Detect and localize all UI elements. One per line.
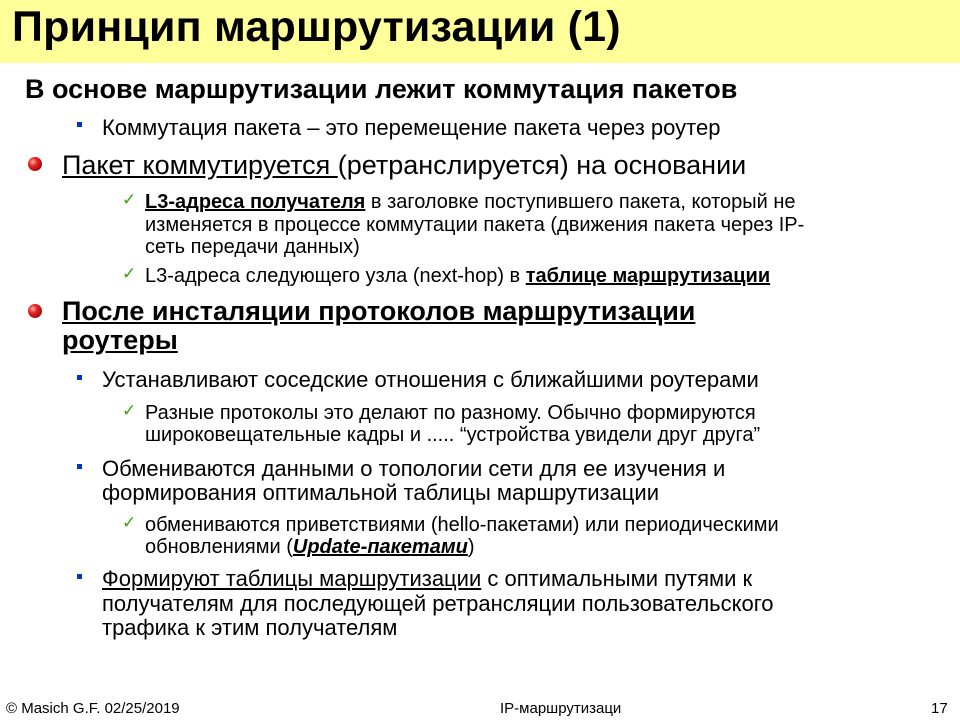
square-bullet-icon [77,574,82,579]
point-after-install-line1: После инсталяции протоколов маршрутизации [62,296,696,326]
check-l3-nexthop [145,265,770,288]
bullet-form-tables-line3: трафика к этим получателям [102,615,398,640]
hello-line2-pre: обновлениями ( [145,536,293,558]
bullet-exchange-line1: Обмениваются данными о топологии сети для ее изучения и [102,456,726,481]
bullet-form-tables-line2: получателям для последующей ретрансляции пользовательского [102,591,774,616]
check-l3-dest-line3: сеть передачи данных) [145,236,360,258]
bullet-form-tables [102,566,752,592]
point-packet-switched [62,150,746,181]
form-tables-rest: с оптимальными путями к [481,566,753,591]
l3-dest-bold: L3-адреса получателя [145,191,366,213]
check-l3-dest-line2: изменяется в процессе коммутации пакета (движения пакета через IP- [145,214,805,236]
check-bullet-icon: ✓ [122,264,137,283]
red-ball-bullet-icon [28,304,42,318]
square-bullet-icon [77,375,82,380]
bullet-exchange-line2: формирования оптимальной таблицы маршрутизации [102,480,659,505]
l3-dest-line1-rest: в заголовке поступившего пакета, который не [365,191,796,213]
check-protocols-line1: Разные протоколы это делают по разному. Обычно формируются [145,402,756,424]
square-bullet-icon [77,464,82,469]
point-packet-switched-rest: (ретранслируется) на основании [337,150,747,180]
bullet-commutation-def: Коммутация пакета – это перемещение пакета через роутер [102,115,721,140]
routing-table-bold: таблице маршрутизации [525,265,771,287]
footer-page-number: 17 [931,700,948,717]
check-hello-line1: обмениваются приветствиями (hello-пакетами) или периодическими [145,514,779,536]
check-hello-line2 [145,536,475,559]
l3-nexthop-text: L3-адреса следующего узла (next-hop) в [145,265,526,287]
check-protocols-line2: широковещательные кадры и ..... “устройства увидели друг друга” [145,424,761,446]
red-ball-bullet-icon [28,157,42,171]
check-bullet-icon: ✓ [122,401,137,420]
hello-line2-post: ) [467,536,475,558]
update-packets-bold: Update-пакетами [292,536,468,558]
footer-copyright: © Masich G.F. 02/25/2019 [6,700,180,717]
slide-heading: В основе маршрутизации лежит коммутация пакетов [25,74,738,104]
point-packet-switched-underlined: Пакет коммутируется [62,150,338,180]
form-tables-underlined: Формируют таблицы маршрутизации [102,566,482,591]
bullet-neighbors: Устанавливают соседские отношения с ближайшими роутерами [102,367,759,392]
point-after-install-line2: роутеры [62,325,178,355]
footer-title: IP-маршрутизаци [500,700,622,717]
check-bullet-icon: ✓ [122,190,137,209]
square-bullet-icon [77,122,82,127]
check-bullet-icon: ✓ [122,513,137,532]
slide-title: Принцип маршрутизации (1) [12,3,621,51]
check-l3-dest [145,191,796,214]
